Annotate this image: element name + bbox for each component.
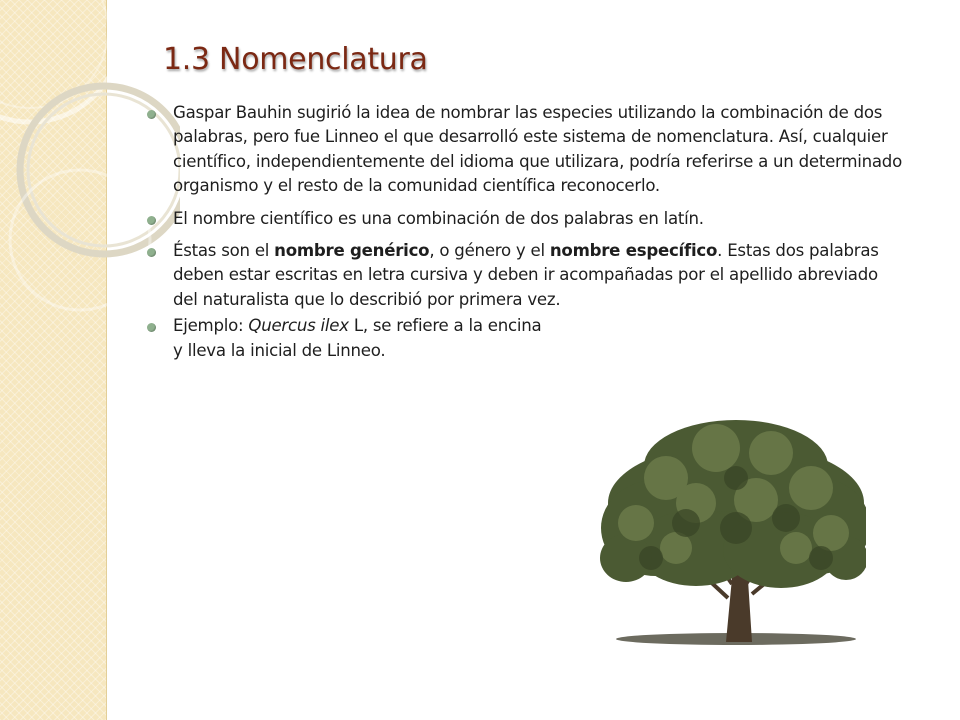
bullet-icon <box>147 110 156 119</box>
bullet-item <box>146 101 906 199</box>
species-name: Quercus ilex <box>248 316 349 336</box>
bold-term-generic: nombre genérico <box>274 241 430 261</box>
bullet-item <box>146 314 906 363</box>
bullet-text: Gaspar Bauhin sugirió la idea de nombrar las especies utilizando la combinación de dos palabras, pero fue Linneo el que desarrolló este sistema de nomenclatura. Así, cualquier científico, independientemente del idioma que utilizara, podría referirse a un determinado organismo y el resto de la comunidad científica reconocerlo. <box>173 103 902 196</box>
bullet-icon <box>147 323 156 332</box>
bullet-text-continuation: y lleva la inicial de Linneo. <box>173 340 386 360</box>
bullet-list <box>146 101 906 363</box>
bullet-text-part: Éstas son el <box>173 241 275 261</box>
bullet-item <box>146 239 906 312</box>
bullet-text-part: Ejemplo: <box>173 316 249 336</box>
oak-tree-image <box>596 408 866 658</box>
bold-term-specific: nombre específico <box>549 241 718 261</box>
bullet-text: El nombre científico es una combinación de dos palabras en latín. <box>173 208 704 228</box>
bullet-item <box>146 207 906 231</box>
bullet-text-part: . Estas dos palabras deben estar escritas en letra cursiva y deben ir acompañadas por el apellido abreviado del naturalista que lo describió por primera vez. <box>173 241 879 309</box>
bullet-icon <box>147 248 156 257</box>
bullet-text-part: , o género y el <box>429 241 550 261</box>
side-decorative-band <box>0 0 107 720</box>
bullet-icon <box>147 216 156 225</box>
slide-title: 1.3 Nomenclatura <box>163 42 428 77</box>
bullet-text-part: L, se refiere a la encina <box>348 316 542 336</box>
